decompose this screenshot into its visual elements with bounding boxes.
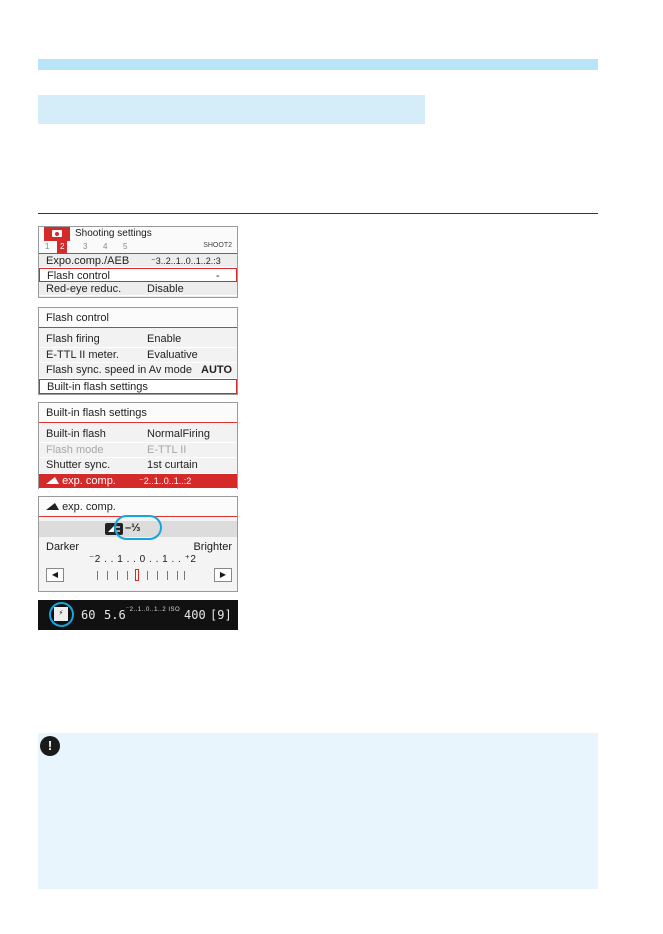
flash-control-screen xyxy=(38,307,238,395)
screen-title: Shooting settings xyxy=(75,228,152,239)
increase-button[interactable]: ▶ xyxy=(214,568,232,582)
callout-ring xyxy=(114,515,162,540)
camera-icon[interactable] xyxy=(44,227,70,241)
screen-header xyxy=(39,227,237,241)
tab-id: SHOOT2 xyxy=(203,242,232,249)
flash-exposure-icon: ⚡ xyxy=(54,607,68,621)
comp-slider[interactable] xyxy=(95,568,185,582)
decrease-button[interactable]: ◀ xyxy=(46,568,64,582)
brighter-label: Brighter xyxy=(193,541,232,553)
callout-ring xyxy=(49,602,74,627)
menu-item-flash-firing[interactable]: Flash firing Enable xyxy=(39,332,237,348)
shutter-speed: 60 xyxy=(81,608,96,622)
iso-value: 400 xyxy=(184,608,206,622)
tab-1[interactable]: 1 xyxy=(45,242,50,251)
menu-item-built-in-flash[interactable]: Built-in flash NormalFiring xyxy=(39,427,237,443)
exposure-scale: ⁻2..1..0..1..2 ISO xyxy=(126,607,181,613)
tab-5[interactable]: 5 xyxy=(123,242,128,251)
screen-title: Built-in flash settings xyxy=(39,403,237,423)
comp-scale: ⁻2 . . 1 . . 0 . . 1 . . ⁺2 xyxy=(89,554,197,565)
menu-item-flash-mode: Flash mode E-TTL II xyxy=(39,443,237,459)
shots-remaining: [9] xyxy=(210,608,232,622)
menu-item-built-in-flash-settings[interactable]: Built-in flash settings xyxy=(39,379,237,395)
tab-3[interactable]: 3 xyxy=(83,242,88,251)
menu-item-flash-exp-comp[interactable]: exp. comp. ⁻2..1..0..1..:2 xyxy=(39,474,237,490)
divider xyxy=(38,213,598,214)
screen-title: exp. comp. xyxy=(39,497,237,517)
screen-title: Flash control xyxy=(39,308,237,328)
built-in-flash-settings-screen xyxy=(38,402,238,489)
exp-comp-screen xyxy=(38,496,238,592)
comp-value: –⅓ xyxy=(125,522,141,534)
menu-item-shutter-sync[interactable]: Shutter sync. 1st curtain xyxy=(39,458,237,474)
slider-cursor xyxy=(135,569,139,581)
tab-2[interactable]: 2 xyxy=(57,241,67,253)
menu-item-ettl-meter[interactable]: E-TTL II meter. Evaluative xyxy=(39,348,237,364)
menu-tabs xyxy=(39,241,237,254)
caution-icon: ! xyxy=(40,736,60,756)
shooting-settings-screen xyxy=(38,226,238,298)
menu-item-flash-control[interactable]: Flash control - xyxy=(39,268,237,282)
aperture: 5.6 xyxy=(104,608,126,622)
darker-label: Darker xyxy=(46,541,80,553)
menu-item-expo-comp[interactable]: Expo.comp./AEB ⁻3..2..1..0..1..2.:3 xyxy=(39,254,237,268)
flash-exposure-icon xyxy=(46,476,59,485)
flash-exposure-icon xyxy=(46,502,59,511)
tab-4[interactable]: 4 xyxy=(103,242,108,251)
menu-item-flash-sync-speed[interactable]: Flash sync. speed in Av mode AUTO xyxy=(39,363,237,379)
chapter-band xyxy=(38,59,598,70)
caution-note-box xyxy=(38,733,598,889)
viewfinder-display xyxy=(38,600,238,630)
section-heading-band xyxy=(38,95,425,124)
menu-item-red-eye[interactable]: Red-eye reduc. Disable xyxy=(39,282,237,296)
